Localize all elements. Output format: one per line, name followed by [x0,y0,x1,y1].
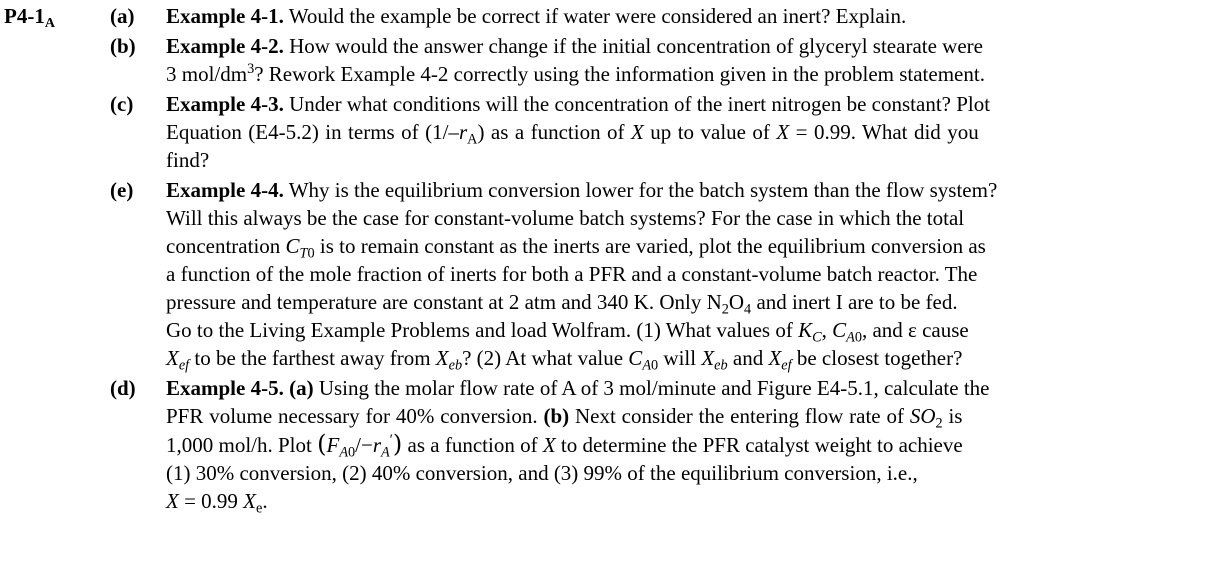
part-c-text-3: ) as a function of [477,120,631,144]
part-c-line-3 [166,146,1216,174]
part-c-text-1: Under what conditions will the concentration of the inert nitrogen be constant? Plot [283,92,991,116]
problem-number-main: P4-1 [4,4,45,28]
part-e-text-13: be closest together? [791,346,963,370]
part-e-text-2: Will this always be the case for constant-volume batch systems? For the case in which the total [166,206,965,230]
part-b-label: (b) [110,34,136,58]
part-d-text-4: is [942,404,963,428]
part-d-line-4 [166,459,1216,487]
part-d-title: Example 4-5. [166,376,284,400]
part-d-text-9: = 0.99 [178,489,244,513]
part-a-label: (a) [110,4,135,28]
part-a-text-1: Would the example be correct if water were considered an inert? Explain. [283,4,907,28]
part-e-title: Example 4-4. [166,178,284,202]
part-e-label: (e) [110,178,134,202]
part-e-line-4 [166,260,1216,288]
part-d-text-1: Using the molar flow rate of A of 3 mol/minute and Figure E4-5.1, calculate the [313,376,990,400]
part-b-text-2: 3 mol/dm [166,62,248,86]
part-d-line-3: 1,000 mol/h. Plot $(F_{A0}/-r_A')$ as a function of X to determine the PFR catalyst weight to achieve [166,430,963,461]
part-e-text-11: ? (2) At what value [462,346,629,370]
part-c-title: Example 4-3. [166,92,284,116]
part-e-line-1 [166,176,1216,204]
part-c-text-6: find? [166,148,210,172]
part-c [0,90,1232,174]
part-e-text-6: pressure and temperature are constant at 2 atm and 340 K. Only N [166,290,722,314]
part-d [0,374,1232,515]
part-d-line-2: PFR volume necessary for 40% conversion. (b) Next consider the entering flow rate of $SO_2$ is [166,404,963,432]
problem-parts [0,2,1232,517]
part-b-text [166,32,1216,88]
part-b-text-3: ? Rework Example 4-2 correctly using the information given in the problem statement. [254,62,985,86]
part-b-text-1: How would the answer change if the initial concentration of glyceryl stearate were [283,34,983,58]
part-d-subpart-a: (a) [289,376,314,400]
part-a-text [166,2,1216,30]
part-e-text [166,176,1216,372]
part-e-line-7: $X_{ef}$ to be the farthest away from $X_{eb}$? (2) At what value $C_{A0}$ will $X_{eb}$ and $X_{ef}$ be closest together? [166,346,963,374]
part-a-line-1 [166,2,1216,30]
part-d-text [166,374,1216,515]
part-e-text-12: will [658,346,702,370]
part-b-line-2 [166,60,1216,88]
part-b-title: Example 4-2. [166,34,284,58]
part-c-line-1 [166,90,1216,118]
part-d-text-3: Next consider the entering flow rate of [569,404,910,428]
problem-number-subscript: A [44,16,55,31]
part-d-line-1 [166,374,1216,402]
part-e-line-6: Go to the Living Example Problems and load Wolfram. (1) What values of $K_C$, $C_{A0}$, and ε cause [166,318,969,346]
part-e-text-10: to be the farthest away from [189,346,436,370]
part-e-text-9: , and ε cause [861,318,969,342]
part-c-text-2: Equation (E4-5.2) in terms of (1/– [166,120,459,144]
part-d-label: (d) [110,376,136,400]
part-e-line-3: concentration $C_{T0}$ is to remain constant as the inerts are varied, plot the equilibrium conversion as [166,234,986,262]
part-d-text-2: PFR volume necessary for 40% conversion. [166,404,544,428]
part-d-line-5: X = 0.99 $X_e$. [166,489,268,517]
part-a-title: Example 4-1. [166,4,284,28]
part-d-text-8: (1) 30% conversion, (2) 40% conversion, and (3) 99% of the equilibrium conversion, i.e., [166,461,918,485]
part-d-subpart-b: (b) [543,404,570,428]
part-b-line-1 [166,32,1216,60]
part-a [0,2,1232,30]
part-e-text-1: Why is the equilibrium conversion lower for the batch system than the flow system? [283,178,998,202]
part-c-text [166,90,1216,174]
part-e-text-3: concentration [166,234,286,258]
part-e-text-5: a function of the mole fraction of inerts for both a PFR and a constant-volume batch reactor. The [166,262,978,286]
part-d-text-7: to determine the PFR catalyst weight to achieve [555,433,963,457]
part-e-line-2 [166,204,1216,232]
part-c-label: (c) [110,92,134,116]
part-b [0,32,1232,88]
part-d-text-6: as a function of [402,433,543,457]
part-c-line-2: Equation (E4-5.2) in terms of $(1/-r_A)$ as a function of X up to value of X = 0.99. What did you [166,120,979,148]
part-e-text-4: is to remain constant as the inerts are varied, plot the equilibrium conversion as [314,234,986,258]
part-d-text-5: 1,000 mol/h. Plot [166,433,318,457]
part-c-text-5: = 0.99. What did you [789,120,979,144]
part-b-superscript: 3 [247,61,255,78]
part-e [0,176,1232,372]
part-e-line-5: pressure and temperature are constant at 2 atm and 340 K. Only $N_2O_4$ and inert I are to be fed. [166,290,958,318]
part-e-text-7: and inert I are to be fed. [751,290,958,314]
part-c-text-4: up to value of [643,120,777,144]
part-e-text-8: Go to the Living Example Problems and load Wolfram. (1) What values of [166,318,799,342]
